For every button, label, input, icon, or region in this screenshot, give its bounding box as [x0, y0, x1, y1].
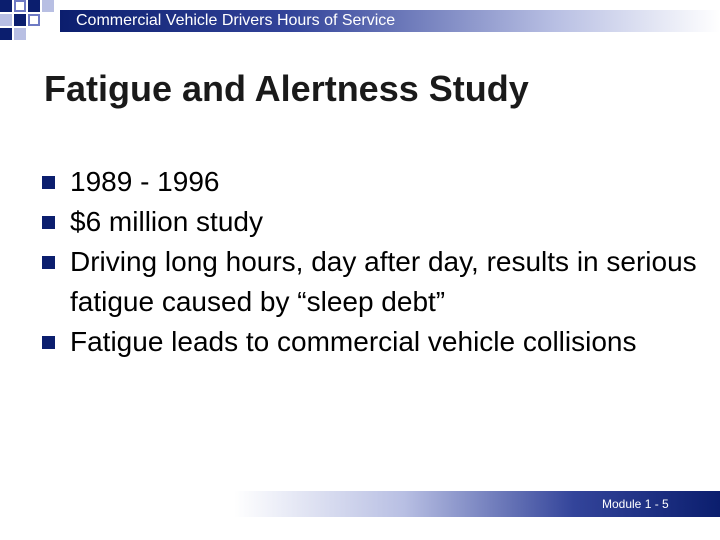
bullet-item	[40, 322, 700, 362]
bullet-text: Fatigue leads to commercial vehicle collisions	[70, 326, 637, 357]
bullet-item	[40, 242, 700, 322]
square-bullet-icon	[42, 256, 55, 269]
bullet-text: 1989 - 1996	[70, 166, 220, 197]
slide-number: Module 1 - 5	[602, 497, 669, 511]
header-title: Commercial Vehicle Drivers Hours of Service	[76, 12, 396, 29]
slide-title: Fatigue and Alertness Study	[44, 68, 529, 109]
decor-square-solid	[0, 28, 12, 40]
decor-square-solid	[14, 14, 26, 26]
square-bullet-icon	[42, 216, 55, 229]
decor-square-outline	[28, 14, 40, 26]
square-bullet-icon	[42, 336, 55, 349]
bullet-text: $6 million study	[70, 206, 263, 237]
decor-square-light	[42, 0, 54, 12]
bullet-item	[40, 162, 700, 202]
bullet-text: Driving long hours, day after day, results in serious fatigue caused by “sleep debt”	[70, 246, 697, 317]
decor-square-solid	[0, 0, 12, 12]
decor-square-light	[0, 14, 12, 26]
bullet-item	[40, 202, 700, 242]
bullet-list	[40, 162, 700, 362]
decorative-squares	[0, 0, 60, 48]
decor-square-light	[14, 28, 26, 40]
square-bullet-icon	[42, 176, 55, 189]
decor-square-solid	[28, 0, 40, 12]
decor-square-outline	[14, 0, 26, 12]
